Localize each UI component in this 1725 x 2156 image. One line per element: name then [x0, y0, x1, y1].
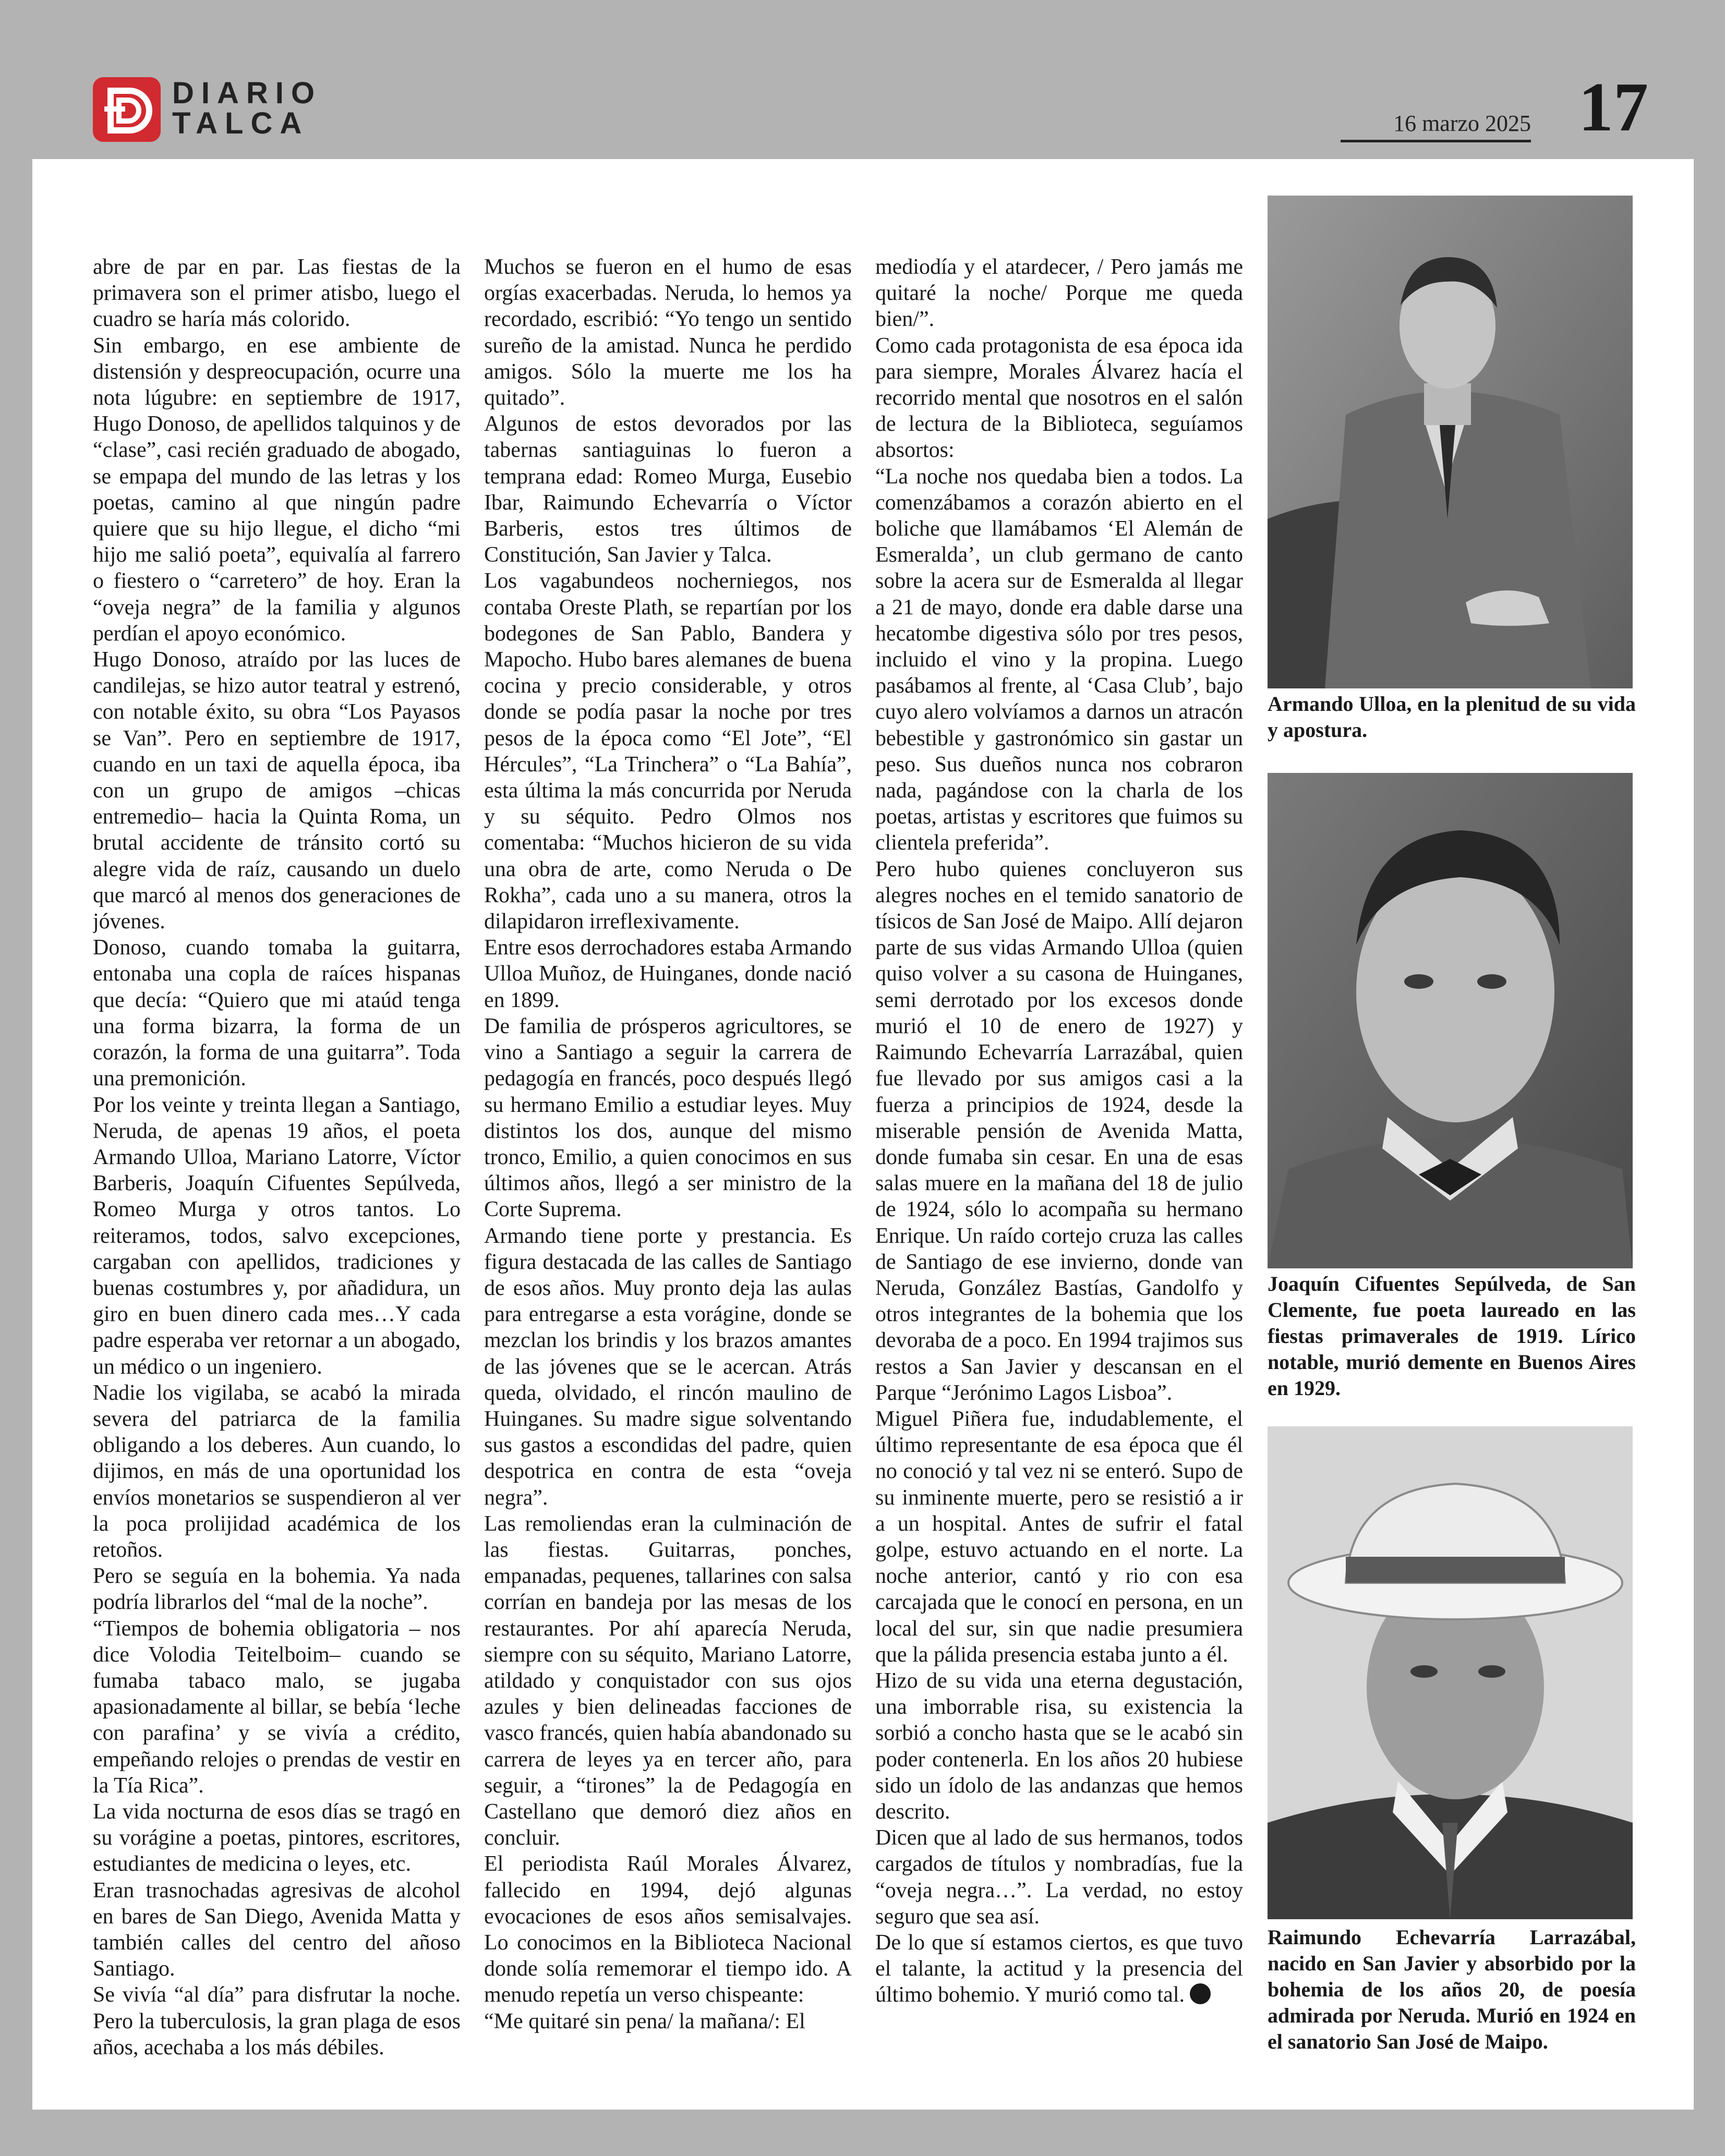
- paragraph: De familia de prósperos agricultores, se vino a Santiago a seguir la carrera de pedagogía en francés, poco después llegó su hermano Emilio a estudiar leyes. Muy distintos los dos, aunque del mismo tronco, Emilio, a quien conocimos en sus últimos años, llegó a ser ministro de la Corte Suprema.: [484, 1014, 852, 1222]
- paragraph: Como cada protagonista de esa época ida para siempre, Morales Álvarez hacía el recorrido mental que nosotros en el salón de lectura de la Biblioteca, seguíamos absortos:: [875, 333, 1243, 463]
- paragraph: mediodía y el atardecer, / Pero jamás me quitaré la noche/ Porque me queda bien/”.: [875, 255, 1243, 332]
- paragraph: Pero hubo quienes concluyeron sus alegres noches en el temido sanatorio de tísicos de San José de Maipo. Allí dejaron parte de sus vidas Armando Ulloa (quien quiso volver a su casona de Huinganes, semi derrotado por los excesos donde murió el 10 de enero de 1927) y Raimundo Echevarría Larrazábal, quien fue llevado por sus amigos casi a la fuerza a principios de 1924, desde la miserable pensión de Avenida Matta, donde fumaba sin cesar. En una de esas salas muere en la mañana del 18 de julio de 1924, sólo lo acompaña su hermano Enrique. Un raído cortejo cruza las calles de Santiago de ese invierno, donde van Neruda, González Bastías, Gandolfo y otros integrantes de la bohemia que los devoraba de a poco. En 1994 trajimos sus restos a San Javier y descansan en el Parque “Jerónimo Lagos Lisboa”.: [875, 857, 1243, 1405]
- photo-joaquin-cifuentes: [1268, 773, 1633, 1268]
- article-column-3: [875, 254, 1243, 2090]
- page-number: 17: [1578, 68, 1648, 146]
- last-paragraph-text: De lo que sí estamos ciertos, es que tuvo el talante, la actitud y la presencia del último bohemio. Y murió como tal.: [875, 1931, 1243, 2007]
- photo-raimundo-echevarria: [1268, 1426, 1633, 1919]
- logo-line-2: TALCA: [172, 106, 309, 140]
- photo-caption-3: Raimundo Echevarría Larrazábal, nacido en San Javier y absorbido por la bohemia de los años 20, de poesía admirada por Neruda. Murió en 1924 en el sanatorio San José de Maipo.: [1268, 1925, 1636, 2053]
- article-column-1: [93, 254, 461, 2090]
- end-of-article-icon: [1190, 1983, 1211, 2004]
- paragraph: “Me quitaré sin pena/ la mañana/: El: [484, 2009, 805, 2033]
- paragraph: Se vivía “al día” para disfrutar la noche. Pero la tuberculosis, la gran plaga de esos años, acechaba a los más débiles.: [93, 1983, 461, 2060]
- paragraph: Miguel Piñera fue, indudablemente, el último representante de esa época que él no conoció y tal vez ni se enteró. Supo de su inminente muerte, pero se resistió a ir a un hospital. Antes de sufrir el fatal golpe, estuvo actuando en el norte. La noche anterior, cantó y rio con esa carcajada que le conocí en persona, en un local del sur, sin que nadie presumiera que la pálida presencia estaba junto a él.: [875, 1407, 1243, 1667]
- photo-caption-1: Armando Ulloa, en la plenitud de su vida y apostura.: [1268, 692, 1636, 742]
- paragraph: Dicen que al lado de sus hermanos, todos cargados de títulos y nombradías, fue la “oveja negra…”. La verdad, no estoy seguro que sea así.: [875, 1826, 1243, 1929]
- paragraph: Eran trasnochadas agresivas de alcohol en bares de San Diego, Avenida Matta y también calles del centro del añoso Santiago.: [93, 1878, 461, 1981]
- paragraph: Pero se seguía en la bohemia. Ya nada podría librarlos del “mal de la noche”.: [93, 1564, 461, 1615]
- paragraph: abre de par en par. Las fiestas de la primavera son el primer atisbo, luego el cuadro se haría más colorido.: [93, 255, 461, 332]
- paragraph: Nadie los vigilaba, se acabó la mirada severa del patriarca de la familia obligando a los deberes. Aun cuando, lo dijimos, en más de una oportunidad los envíos monetarios se suspendieron al ver la poca prolijidad académica de los retoños.: [93, 1380, 461, 1562]
- paragraph: Entre esos derrochadores estaba Armando Ulloa Muñoz, de Huinganes, donde nació en 1899.: [484, 936, 852, 1012]
- logo-line-1: DIARIO: [172, 76, 322, 110]
- photo-armando-ulloa: [1268, 196, 1633, 688]
- logo-d-icon: [93, 77, 161, 142]
- photo-caption-2: Joaquín Cifuentes Sepúlveda, de San Clemente, fue poeta laureado en las fiestas primaverales de 1919. Lírico notable, murió demente en Buenos Aires en 1929.: [1268, 1272, 1636, 1400]
- issue-date: 16 marzo 2025: [1341, 108, 1531, 142]
- paragraph: La vida nocturna de esos días se tragó en su vorágine a poetas, pintores, escritores, estudiantes de medicina o leyes, etc.: [93, 1799, 461, 1876]
- paragraph: Muchos se fueron en el humo de esas orgías exacerbadas. Neruda, lo hemos ya recordado, escribió: “Yo tengo un sentido sureño de la amistad. Nunca he perdido amigos. Sólo la muerte me los ha quitado”.: [484, 255, 852, 410]
- paragraph: “Tiempos de bohemia obligatoria – nos dice Volodia Teitelboim– cuando se fumaba tabaco malo, se jugaba apasionadamente al billar, se bebía ‘leche con parafina’ y se vivía a crédito, empeñando relojes o prendas de vestir en la Tía Rica”.: [93, 1616, 461, 1798]
- paragraph: Las remoliendas eran la culminación de las fiestas. Guitarras, ponches, empanadas, pequenes, tallarines con salsa corrían en bandeja por las mesas de los restaurantes. Por ahí aparecía Neruda, siempre con su séquito, Mariano Latorre, atildado y conquistador con sus ojos azules y bien delineadas facciones de vasco francés, quien había abandonado su carrera de leyes ya en tercer año, para seguir, a “tirones” la de Pedagogía en Castellano que demoró diez años en concluir.: [484, 1511, 852, 1850]
- paragraph: Sin embargo, en ese ambiente de distensión y despreocupación, ocurre una nota lúgubre: en septiembre de 1917, Hugo Donoso, de apellidos talquinos y de “clase”, casi recién graduado de abogado, se empapa del mundo de las letras y los poetas, camino al que ningún padre quiere que su hijo llegue, el dicho “mi hijo me salió poeta”, equivalía al farrero o fiestero o “carretero” de hoy. Eran la “oveja negra” de la familia y algunos perdían el apoyo económico.: [93, 333, 461, 646]
- paragraph: [875, 1930, 1243, 2008]
- paragraph: Hizo de su vida una eterna degustación, una imborrable risa, su existencia la sorbió a concho hasta que se le acabó sin poder contenerla. En los años 20 hubiese sido un ídolo de las andanzas que hemos descrito.: [875, 1668, 1243, 1824]
- logo-wordmark: [172, 78, 322, 139]
- paragraph: Algunos de estos devorados por las tabernas santiaguinas lo fueron a temprana edad: Romeo Murga, Eusebio Ibar, Raimundo Echevarría o Víctor Barberis, estos tres últimos de Constitución, San Javier y Talca.: [484, 412, 852, 567]
- paragraph: Los vagabundeos nocherniegos, nos contaba Oreste Plath, se repartían por los bodegones de San Pablo, Bandera y Mapocho. Hubo bares alemanes de buena cocina y precio considerable, y otros donde se podía pasar la noche por tres pesos de la época como “El Jote”, “El Hércules”, “La Trinchera” o “La Bahía”, esta última la más concurrida por Neruda y su séquito. Pedro Olmos nos comentaba: “Muchos hicieron de su vida una obra de arte, como Neruda o De Rokha”, cada uno a su manera, otros la dilapidaron irreflexivamente.: [484, 569, 852, 934]
- page-header: [0, 0, 1725, 156]
- paragraph: “La noche nos quedaba bien a todos. La comenzábamos a corazón abierto en el boliche que llamábamos ‘El Alemán de Esmeralda’, un club germano de canto sobre la acera sur de Esmeralda al llegar a 21 de mayo, donde era dable darse una hecatombe digestiva sólo por tres pesos, incluido el vino y la propina. Luego pasábamos al frente, al ‘Casa Club’, bajo cuyo alero volvíamos a darnos un atracón bebestible y gastronómico sin gastar un peso. Sus dueños nunca nos cobraron nada, pagándose con la charla de los poetas, artistas y escritores que fuimos su clientela preferida”.: [875, 464, 1243, 855]
- paragraph: Donoso, cuando tomaba la guitarra, entonaba una copla de raíces hispanas que decía: “Quiero que mi ataúd tenga una forma bizarra, la forma de un corazón, la forma de una guitarra”. Toda una premonición.: [93, 936, 461, 1091]
- article-column-2: [484, 254, 852, 2090]
- paragraph: Hugo Donoso, atraído por las luces de candilejas, se hizo autor teatral y estrenó, con notable éxito, su obra “Los Payasos se Van”. Pero en septiembre de 1917, cuando en un taxi de aquella época, iba con un grupo de amigos –chicas entremedio– hacia la Quinta Roma, un brutal accidente de tránsito cortó su alegre vida de raíz, causando un duelo que marcó al menos dos generaciones de jóvenes.: [93, 648, 461, 934]
- paragraph: Armando tiene porte y prestancia. Es figura destacada de las calles de Santiago de esos años. Muy pronto deja las aulas para entregarse a esta vorágine, donde se mezclan los brindis y los brazos amantes de las jóvenes que se le acercan. Atrás queda, olvidado, el rincón maulino de Huinganes. Su madre sigue solventando sus gastos a escondidas del padre, quien despotrica en contra de esta “oveja negra”.: [484, 1224, 852, 1510]
- paragraph: El periodista Raúl Morales Álvarez, fallecido en 1994, dejó algunas evocaciones de esos años semisalvajes. Lo conocimos en la Biblioteca Nacional donde solía rememorar el tiempo ido. A menudo repetía un verso chispeante:: [484, 1852, 852, 2007]
- paragraph: Por los veinte y treinta llegan a Santiago, Neruda, de apenas 19 años, el poeta Armando Ulloa, Mariano Latorre, Víctor Barberis, Joaquín Cifuentes Sepúlveda, Romeo Murga y otros tantos. Lo reiteramos, todos, salvo excepciones, cargaban con apellidos, tradiciones y buenas costumbres y, por añadidura, un giro en buen dinero cada mes…Y cada padre esperaba ver retornar a un abogado, un médico o un ingeniero.: [93, 1093, 461, 1379]
- diario-talca-logo[interactable]: [93, 77, 338, 145]
